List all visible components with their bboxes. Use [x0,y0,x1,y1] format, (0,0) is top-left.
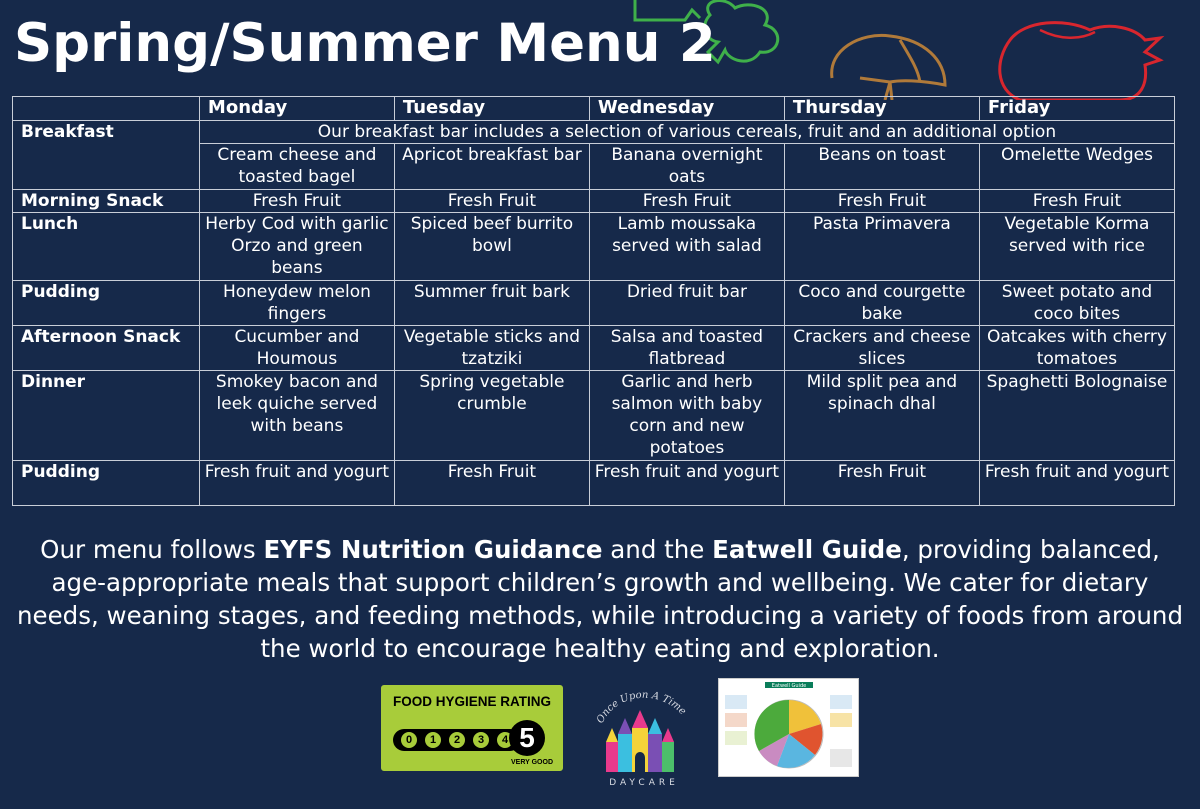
menu-cell: Spaghetti Bolognaise [979,371,1174,461]
table-row [13,371,1175,461]
menu-cell: Crackers and cheese slices [784,326,979,371]
menu-cell: Vegetable sticks and tzatziki [394,326,589,371]
menu-cell: Fresh fruit and yogurt [979,461,1174,506]
daycare-logo [588,684,700,788]
table-row [13,190,1175,213]
menu-cell: Pasta Primavera [784,213,979,281]
fhr-scale-number: 0 [401,732,417,748]
day-header: Friday [979,97,1174,121]
fhr-scale-number: 2 [449,732,465,748]
day-header: Tuesday [394,97,589,121]
daycare-word: DAYCARE [609,778,679,788]
eatwell-title: Eatwell Guide [771,683,807,689]
note-bold-eatwell: Eatwell Guide [712,535,902,564]
row-label: Pudding [13,461,200,506]
menu-cell: Vegetable Korma served with rice [979,213,1174,281]
menu-cell: Fresh Fruit [979,190,1174,213]
menu-cell: Honeydew melon fingers [199,281,394,326]
menu-cell: Fresh Fruit [784,190,979,213]
fhr-caption: VERY GOOD [510,759,553,766]
menu-cell: Fresh Fruit [589,190,784,213]
menu-cell: Lamb moussaka served with salad [589,213,784,281]
note-text: Our menu follows [40,535,264,564]
day-header: Wednesday [589,97,784,121]
row-label: Breakfast [13,121,200,190]
row-label: Morning Snack [13,190,200,213]
eatwell-guide-image [718,678,859,777]
table-row [13,281,1175,326]
day-header: Thursday [784,97,979,121]
fhr-rating: 5 [509,720,545,756]
food-hygiene-rating-badge [381,685,563,771]
menu-cell: Beans on toast [784,144,979,190]
fhr-body [383,715,561,769]
menu-cell: Sweet potato and coco bites [979,281,1174,326]
daycare-arc-text: Once Upon A Time [594,689,689,726]
menu-table [12,96,1175,506]
menu-cell: Smokey bacon and leek quiche served with beans [199,371,394,461]
menu-cell: Dried fruit bar [589,281,784,326]
menu-cell: Fresh Fruit [394,461,589,506]
fhr-scale [393,729,521,751]
menu-cell: Herby Cod with garlic Orzo and green beans [199,213,394,281]
row-label: Afternoon Snack [13,326,200,371]
menu-cell: Spiced beef burrito bowl [394,213,589,281]
table-row [13,121,1175,144]
castle-icon [588,684,700,776]
menu-cell: Apricot breakfast bar [394,144,589,190]
menu-cell: Fresh fruit and yogurt [199,461,394,506]
menu-cell: Summer fruit bark [394,281,589,326]
menu-cell: Garlic and herb salmon with baby corn and new potatoes [589,371,784,461]
menu-cell: Salsa and toasted flatbread [589,326,784,371]
menu-cell: Fresh fruit and yogurt [589,461,784,506]
menu-cell: Cucumber and Houmous [199,326,394,371]
menu-cell: Coco and courgette bake [784,281,979,326]
table-row [13,326,1175,371]
corner-cell [13,97,200,121]
day-header: Monday [199,97,394,121]
table-row [13,213,1175,281]
note-text: , providing balanced, age-appropriate meals that support children’s growth and wellbeing. We cater for dietary needs, weaning stages, and feeding methods, while introducing a variety of foods from around the world to encourage healthy eating and exploration. [16,535,1184,663]
table-row [13,461,1175,506]
menu-cell: Omelette Wedges [979,144,1174,190]
page-title: Spring/Summer Menu 2 [14,13,716,74]
menu-cell: Banana overnight oats [589,144,784,190]
menu-cell: Cream cheese and toasted bagel [199,144,394,190]
note-bold-eyfs: EYFS Nutrition Guidance [263,535,603,564]
fhr-scale-number: 3 [473,732,489,748]
menu-cell: Oatcakes with cherry tomatoes [979,326,1174,371]
menu-cell: Spring vegetable crumble [394,371,589,461]
table-header-row [13,97,1175,121]
eatwell-plate-icon [719,679,858,776]
fhr-scale-number: 4 [497,732,513,748]
menu-cell: Fresh Fruit [784,461,979,506]
row-label: Lunch [13,213,200,281]
menu-cell: Fresh Fruit [394,190,589,213]
nutrition-note [14,533,1186,665]
breakfast-banner: Our breakfast bar includes a selection of various cereals, fruit and an additional option [199,121,1174,144]
row-label: Dinner [13,371,200,461]
menu-cell: Fresh Fruit [199,190,394,213]
menu-cell: Mild split pea and spinach dhal [784,371,979,461]
fhr-title: FOOD HYGIENE RATING [383,687,561,715]
fhr-scale-number: 1 [425,732,441,748]
row-label: Pudding [13,281,200,326]
note-text: and the [602,535,713,564]
